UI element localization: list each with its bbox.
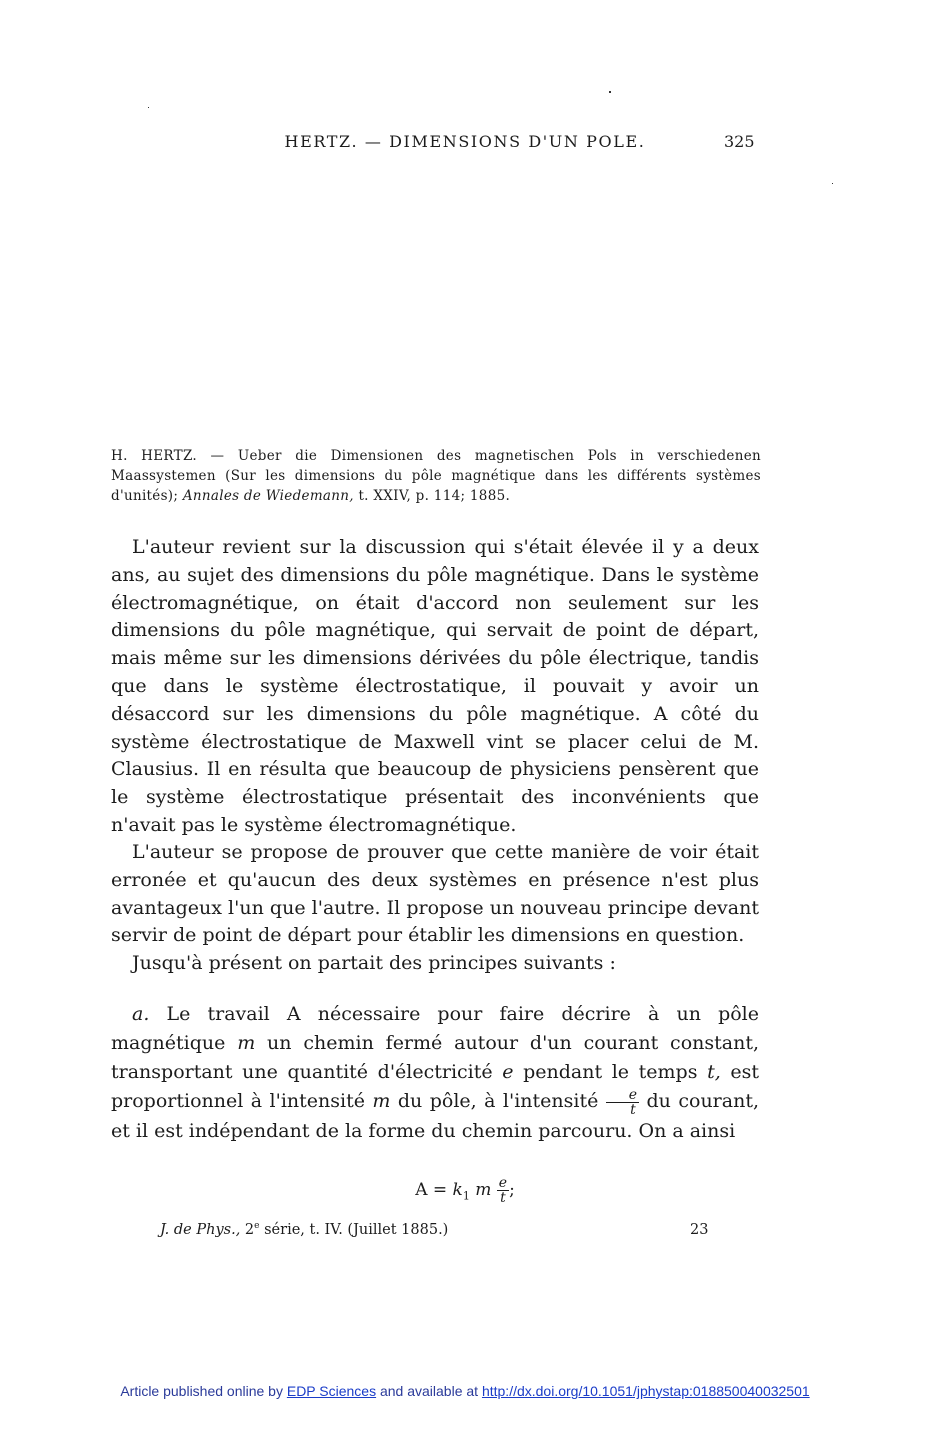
item-label: a. — [132, 1003, 150, 1025]
fraction-numerator: e — [606, 1088, 639, 1103]
fraction-denominator: t — [500, 1190, 506, 1206]
sheet-number: 23 — [690, 1222, 709, 1238]
text-run: du courant, et il est indépendant de la forme du chemin parcouru. On a ainsi — [111, 1090, 759, 1142]
publisher-footer — [0, 1383, 930, 1399]
math-symbol: t, — [707, 1061, 721, 1083]
scan-speck — [148, 107, 149, 108]
paragraph-1 — [111, 534, 759, 840]
text-run: pendant le temps — [513, 1061, 708, 1083]
page-number: 325 — [724, 132, 755, 151]
display-formula — [0, 1176, 930, 1205]
running-header: HERTZ. — DIMENSIONS D'UN POLE. — [284, 132, 646, 151]
math-symbol: e — [502, 1061, 514, 1083]
math-symbol: m — [237, 1032, 256, 1054]
paragraph-2 — [111, 839, 759, 950]
fraction-numerator: e — [498, 1175, 508, 1191]
text-run: du pôle, à l'intensité — [390, 1090, 606, 1112]
formula-lhs: A = — [415, 1180, 453, 1200]
paragraph-text: Jusqu'à présent on partait des principes suivants : — [132, 952, 616, 974]
reference-details: t. XXIV, p. 114; 1885. — [353, 488, 511, 504]
math-subscript: 1 — [462, 1189, 470, 1203]
text-run: série, t. IV. (Juillet 1885.) — [259, 1221, 449, 1238]
footer-text: and available at — [376, 1383, 482, 1399]
fraction-denominator: t — [630, 1101, 636, 1118]
bibliographic-reference — [111, 446, 761, 506]
text-run: est proportionnel à l'intensité — [111, 1061, 760, 1112]
scan-speck — [609, 91, 611, 93]
superscript: e — [254, 1221, 260, 1231]
paragraph-text: L'auteur revient sur la discussion qui s'était élevée il y a deux ans, au sujet des dimensions du pôle magnétique. Dans le système électromagnétique, on était d'accord non seulement sur les dimensions du pôle magnétique, qui servait de point de départ, mais même sur les dimensions dérivées du pôle électrique, tandis que dans le système électrostatique, il pouvait y avoir un désaccord sur les dimensions du pôle magnétique. A côté du système électrostatique de Maxwell vint se placer celui de M. Clausius. Il en résulta que beaucoup de physiciens pensèrent que le système électrostatique présentait des inconvénients que n'avait pas le système électromagnétique. — [111, 536, 759, 836]
formula-end: ; — [509, 1180, 515, 1200]
text-run: un chemin fermé autour d'un courant constant, transportant une quantité d'électricité — [111, 1032, 759, 1083]
doi-link[interactable]: http://dx.doi.org/10.1051/jphystap:018850040032501 — [481, 1383, 810, 1399]
footnote-journal: J. de Phys., — [160, 1221, 241, 1238]
paragraph-text — [111, 1000, 759, 1146]
paragraph-3 — [111, 950, 759, 978]
math-symbol: m — [372, 1090, 391, 1112]
text-run: 2 — [240, 1221, 255, 1238]
footer-text: Article published online by — [120, 1383, 287, 1399]
reference-journal: Annales de Wiedemann, — [182, 488, 354, 504]
math-symbol: m — [475, 1180, 492, 1200]
text-run: Le travail A nécessaire pour faire décrire à un pôle magnétique — [111, 1003, 759, 1054]
paragraph-text: L'auteur se propose de prouver que cette manière de voir était erronée et qu'aucun des deux systèmes en présence n'est plus avantageux l'un que l'autre. Il propose un nouveau principe devant servir de point de départ pour établir les dimensions en question. — [111, 841, 759, 947]
math-symbol: k — [452, 1180, 463, 1200]
scan-speck — [832, 183, 833, 184]
inline-fraction — [606, 1088, 639, 1117]
paragraph-4 — [111, 1000, 759, 1146]
reference-text: H. HERTZ. — Ueber die Dimensionen des magnetischen Pols in verschiedenen Maassystemen (Sur les dimensions du pôle magnétique dans les différents systèmes d'unités); — [111, 448, 761, 504]
formula-fraction — [497, 1176, 509, 1205]
signature-line — [160, 1221, 448, 1238]
publisher-link[interactable]: EDP Sciences — [286, 1383, 377, 1399]
